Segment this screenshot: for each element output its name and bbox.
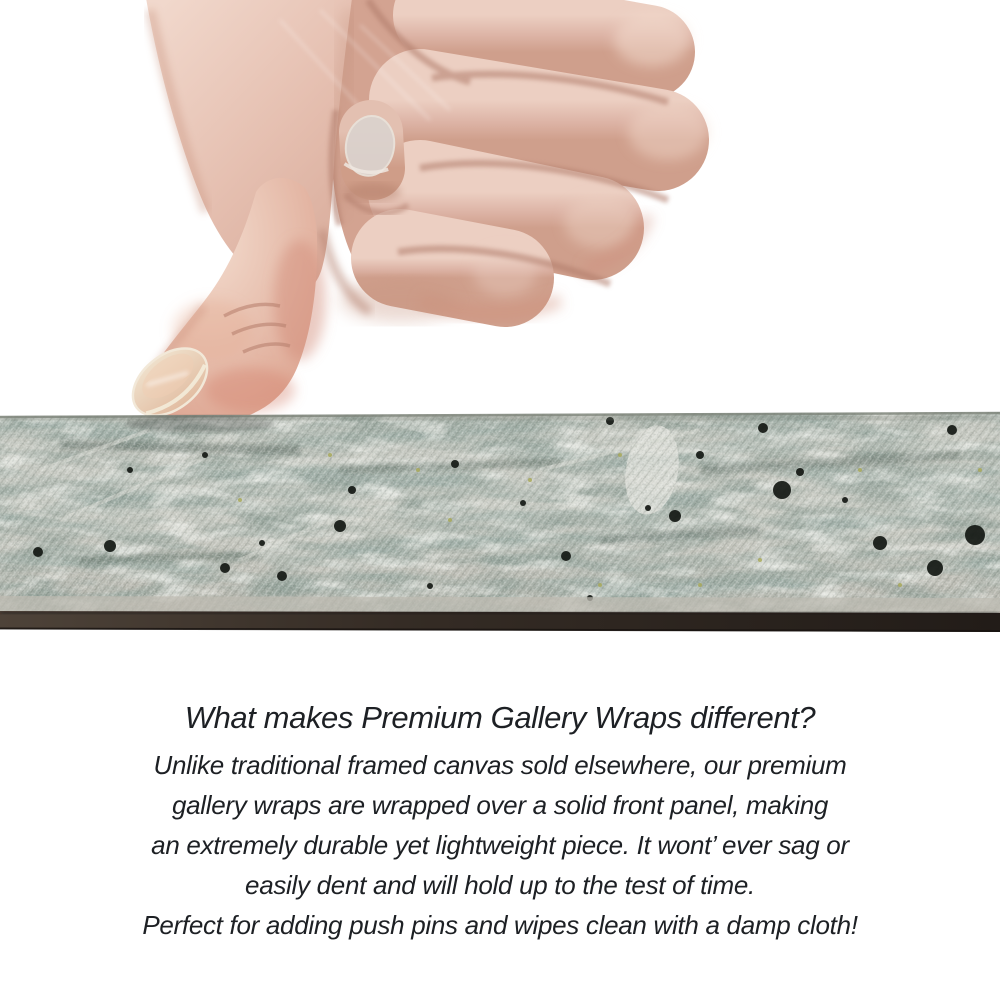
caption-block: [0, 700, 1000, 945]
finger-ring: [420, 100, 658, 140]
canvas-strip: [0, 410, 1000, 632]
caption-line-2: gallery wraps are wrapped over a solid front panel, making: [171, 790, 829, 820]
caption-line-5: Perfect for adding push pins and wipes clean with a damp cloth!: [142, 910, 858, 940]
caption-line-4: easily dent and will hold up to the test of time.: [245, 870, 755, 900]
caption-heading: What makes Premium Gallery Wraps different?: [184, 700, 816, 735]
panel-edge: [0, 611, 1000, 632]
thumb-contact-shadow: [125, 416, 275, 432]
caption-line-1: Unlike traditional framed canvas sold elsewhere, our premium: [153, 750, 847, 780]
hand-photo: [120, 0, 708, 429]
canvas-grain-dark: [0, 410, 1000, 618]
caption-line-3: an extremely durable yet lightweight piece. It wont’ ever sag or: [151, 830, 849, 860]
